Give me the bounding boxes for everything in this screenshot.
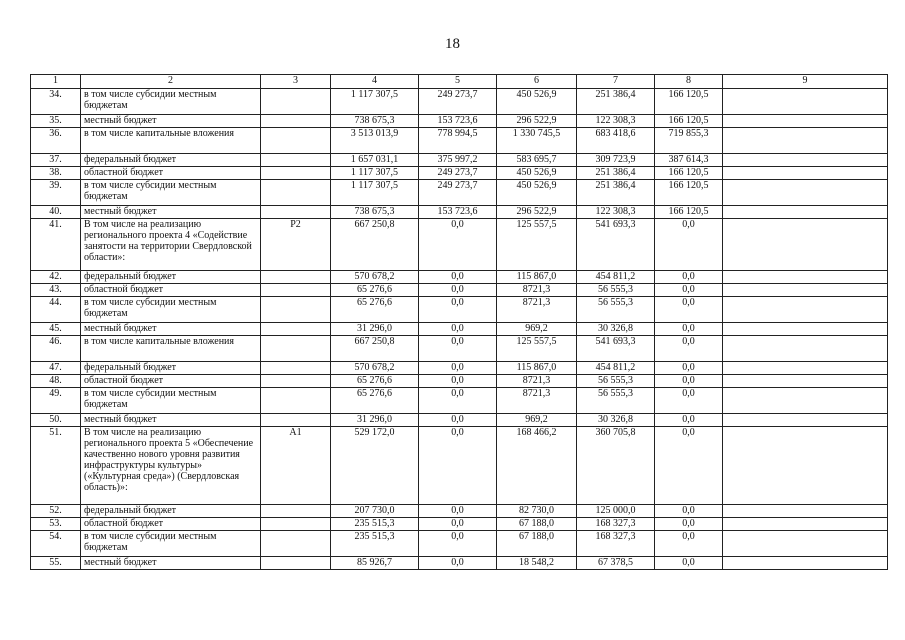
table-cell-name: областной бюджет xyxy=(81,518,261,531)
table-cell-v5: 0,0 xyxy=(419,427,497,505)
table-cell-code xyxy=(261,180,331,206)
table-cell-v7: 56 555,3 xyxy=(577,297,655,323)
table-cell-v9 xyxy=(723,167,888,180)
table-cell-v5: 0,0 xyxy=(419,505,497,518)
table-cell-v6: 8721,3 xyxy=(497,284,577,297)
table-cell-v6: 115 867,0 xyxy=(497,362,577,375)
column-header: 9 xyxy=(723,75,888,89)
table-row xyxy=(31,362,888,375)
table-cell-name: областной бюджет xyxy=(81,284,261,297)
table-cell-name: федеральный бюджет xyxy=(81,362,261,375)
table-cell-v4: 529 172,0 xyxy=(331,427,419,505)
table-cell-v9 xyxy=(723,362,888,375)
table-cell-v9 xyxy=(723,271,888,284)
table-cell-v9 xyxy=(723,297,888,323)
table-cell-v6: 8721,3 xyxy=(497,375,577,388)
table-cell-code xyxy=(261,362,331,375)
table-cell-v8: 0,0 xyxy=(655,505,723,518)
table-cell-v9 xyxy=(723,427,888,505)
table-cell-name: в том числе субсидии местным бюджетам xyxy=(81,180,261,206)
table-cell-v5: 0,0 xyxy=(419,388,497,414)
table-cell-n: 47. xyxy=(31,362,81,375)
table-cell-v5: 0,0 xyxy=(419,284,497,297)
table-cell-v7: 251 386,4 xyxy=(577,167,655,180)
table-cell-v7: 125 000,0 xyxy=(577,505,655,518)
table-row xyxy=(31,271,888,284)
table-cell-v8: 0,0 xyxy=(655,219,723,271)
table-cell-v9 xyxy=(723,336,888,362)
table-cell-v6: 296 522,9 xyxy=(497,115,577,128)
table-cell-v6: 67 188,0 xyxy=(497,518,577,531)
table-cell-v8: 0,0 xyxy=(655,362,723,375)
table-cell-v7: 683 418,6 xyxy=(577,128,655,154)
table-cell-code xyxy=(261,89,331,115)
table-cell-v8: 166 120,5 xyxy=(655,115,723,128)
table-cell-code xyxy=(261,297,331,323)
table-cell-code xyxy=(261,154,331,167)
table-cell-v8: 0,0 xyxy=(655,414,723,427)
table-cell-v6: 969,2 xyxy=(497,323,577,336)
table-cell-v6: 969,2 xyxy=(497,414,577,427)
table-cell-v6: 450 526,9 xyxy=(497,180,577,206)
table-row xyxy=(31,323,888,336)
table-cell-v6: 168 466,2 xyxy=(497,427,577,505)
table-cell-v6: 8721,3 xyxy=(497,297,577,323)
table-cell-code xyxy=(261,518,331,531)
table-cell-n: 51. xyxy=(31,427,81,505)
column-header: 2 xyxy=(81,75,261,89)
table-cell-name: в том числе субсидии местным бюджетам xyxy=(81,297,261,323)
table-cell-n: 48. xyxy=(31,375,81,388)
table-cell-code xyxy=(261,531,331,557)
table-cell-v4: 738 675,3 xyxy=(331,206,419,219)
table-cell-v5: 0,0 xyxy=(419,531,497,557)
table-cell-v7: 56 555,3 xyxy=(577,388,655,414)
table-cell-code xyxy=(261,323,331,336)
table-cell-code: А1 xyxy=(261,427,331,505)
column-header: 5 xyxy=(419,75,497,89)
column-header: 1 xyxy=(31,75,81,89)
table-cell-v4: 235 515,3 xyxy=(331,518,419,531)
table-row xyxy=(31,115,888,128)
column-header: 7 xyxy=(577,75,655,89)
table-cell-v5: 778 994,5 xyxy=(419,128,497,154)
table-row xyxy=(31,336,888,362)
table-cell-v6: 18 548,2 xyxy=(497,557,577,570)
table-cell-v5: 0,0 xyxy=(419,375,497,388)
table-cell-n: 44. xyxy=(31,297,81,323)
table-cell-code xyxy=(261,284,331,297)
table-cell-v8: 387 614,3 xyxy=(655,154,723,167)
table-cell-v9 xyxy=(723,518,888,531)
table-cell-n: 40. xyxy=(31,206,81,219)
table-cell-v8: 0,0 xyxy=(655,297,723,323)
table-cell-v5: 0,0 xyxy=(419,271,497,284)
table-cell-code xyxy=(261,388,331,414)
table-cell-v5: 0,0 xyxy=(419,323,497,336)
table-cell-v9 xyxy=(723,180,888,206)
table-cell-name: федеральный бюджет xyxy=(81,505,261,518)
table-cell-n: 35. xyxy=(31,115,81,128)
table-cell-n: 39. xyxy=(31,180,81,206)
table-cell-v7: 454 811,2 xyxy=(577,362,655,375)
table-row xyxy=(31,284,888,297)
table-cell-n: 55. xyxy=(31,557,81,570)
table-cell-v9 xyxy=(723,219,888,271)
table-cell-v4: 65 276,6 xyxy=(331,388,419,414)
table-cell-v5: 153 723,6 xyxy=(419,115,497,128)
table-cell-v7: 454 811,2 xyxy=(577,271,655,284)
table-cell-code xyxy=(261,115,331,128)
table-cell-v7: 168 327,3 xyxy=(577,518,655,531)
table-body xyxy=(31,89,888,570)
table-cell-v5: 153 723,6 xyxy=(419,206,497,219)
table-cell-v4: 570 678,2 xyxy=(331,362,419,375)
table-cell-v6: 115 867,0 xyxy=(497,271,577,284)
table-cell-name: в том числе капитальные вложения xyxy=(81,336,261,362)
table-cell-name: областной бюджет xyxy=(81,167,261,180)
table-cell-code xyxy=(261,336,331,362)
table-cell-name: в том числе капитальные вложения xyxy=(81,128,261,154)
table-row xyxy=(31,219,888,271)
table-cell-v6: 296 522,9 xyxy=(497,206,577,219)
table-cell-name: местный бюджет xyxy=(81,557,261,570)
table-cell-name: В том числе на реализацию регионального проекта 5 «Обеспечение качественно нового уровня развития инфраструктуры культуры» («Культурная среда») (Свердловская область)»: xyxy=(81,427,261,505)
table-cell-v8: 0,0 xyxy=(655,323,723,336)
table-cell-v8: 719 855,3 xyxy=(655,128,723,154)
table-cell-v7: 251 386,4 xyxy=(577,180,655,206)
table-row xyxy=(31,518,888,531)
table-cell-v4: 738 675,3 xyxy=(331,115,419,128)
table-cell-v6: 1 330 745,5 xyxy=(497,128,577,154)
table-cell-v9 xyxy=(723,323,888,336)
table-cell-v7: 30 326,8 xyxy=(577,323,655,336)
table-cell-n: 54. xyxy=(31,531,81,557)
table-cell-v9 xyxy=(723,388,888,414)
table-cell-v8: 0,0 xyxy=(655,531,723,557)
table-cell-v6: 125 557,5 xyxy=(497,219,577,271)
table-row xyxy=(31,388,888,414)
table-row xyxy=(31,206,888,219)
column-header: 3 xyxy=(261,75,331,89)
table-cell-v6: 125 557,5 xyxy=(497,336,577,362)
table-cell-v4: 570 678,2 xyxy=(331,271,419,284)
table-cell-code xyxy=(261,414,331,427)
table-cell-code xyxy=(261,375,331,388)
table-cell-v4: 1 117 307,5 xyxy=(331,180,419,206)
table-cell-v9 xyxy=(723,557,888,570)
table-cell-v8: 0,0 xyxy=(655,518,723,531)
table-cell-v4: 667 250,8 xyxy=(331,336,419,362)
table-cell-name: местный бюджет xyxy=(81,206,261,219)
table-cell-v5: 0,0 xyxy=(419,336,497,362)
table-cell-v5: 375 997,2 xyxy=(419,154,497,167)
budget-table xyxy=(30,74,888,570)
table-cell-v4: 85 926,7 xyxy=(331,557,419,570)
table-cell-n: 42. xyxy=(31,271,81,284)
table-cell-v5: 249 273,7 xyxy=(419,180,497,206)
table-cell-v8: 166 120,5 xyxy=(655,206,723,219)
table-cell-v5: 0,0 xyxy=(419,297,497,323)
table-cell-name: в том числе субсидии местным бюджетам xyxy=(81,89,261,115)
table-cell-v6: 450 526,9 xyxy=(497,89,577,115)
table-cell-v4: 667 250,8 xyxy=(331,219,419,271)
table-cell-v7: 122 308,3 xyxy=(577,206,655,219)
table-row xyxy=(31,414,888,427)
table-cell-v8: 0,0 xyxy=(655,271,723,284)
table-cell-name: местный бюджет xyxy=(81,323,261,336)
table-cell-v4: 207 730,0 xyxy=(331,505,419,518)
table-cell-code xyxy=(261,271,331,284)
table-header-row xyxy=(31,75,888,89)
table-cell-code: Р2 xyxy=(261,219,331,271)
table-cell-v5: 0,0 xyxy=(419,414,497,427)
table-cell-v8: 0,0 xyxy=(655,557,723,570)
table-cell-v6: 450 526,9 xyxy=(497,167,577,180)
table-cell-v4: 31 296,0 xyxy=(331,323,419,336)
column-header: 8 xyxy=(655,75,723,89)
table-cell-v8: 166 120,5 xyxy=(655,167,723,180)
column-header: 4 xyxy=(331,75,419,89)
table-cell-v9 xyxy=(723,531,888,557)
table-cell-v9 xyxy=(723,154,888,167)
table-cell-v4: 65 276,6 xyxy=(331,284,419,297)
table-cell-v4: 31 296,0 xyxy=(331,414,419,427)
table-cell-v6: 67 188,0 xyxy=(497,531,577,557)
table-cell-n: 43. xyxy=(31,284,81,297)
column-header: 6 xyxy=(497,75,577,89)
table-cell-v8: 0,0 xyxy=(655,375,723,388)
table-cell-n: 52. xyxy=(31,505,81,518)
table-cell-name: местный бюджет xyxy=(81,414,261,427)
table-cell-v7: 360 705,8 xyxy=(577,427,655,505)
table-cell-v9 xyxy=(723,414,888,427)
table-cell-v8: 166 120,5 xyxy=(655,89,723,115)
table-cell-v4: 235 515,3 xyxy=(331,531,419,557)
table-cell-v8: 166 120,5 xyxy=(655,180,723,206)
table-cell-v5: 249 273,7 xyxy=(419,89,497,115)
table-cell-v9 xyxy=(723,128,888,154)
table-cell-name: федеральный бюджет xyxy=(81,154,261,167)
table-cell-n: 38. xyxy=(31,167,81,180)
table-cell-v5: 0,0 xyxy=(419,557,497,570)
table-cell-name: федеральный бюджет xyxy=(81,271,261,284)
table-row xyxy=(31,154,888,167)
table-row xyxy=(31,128,888,154)
table-row xyxy=(31,167,888,180)
table-cell-v7: 541 693,3 xyxy=(577,219,655,271)
page-number: 18 xyxy=(445,36,460,52)
table-cell-v7: 541 693,3 xyxy=(577,336,655,362)
table-cell-v4: 3 513 013,9 xyxy=(331,128,419,154)
table-row xyxy=(31,531,888,557)
table-cell-v8: 0,0 xyxy=(655,284,723,297)
table-cell-v7: 67 378,5 xyxy=(577,557,655,570)
table-cell-v9 xyxy=(723,115,888,128)
table-cell-code xyxy=(261,206,331,219)
table-cell-v9 xyxy=(723,284,888,297)
table-cell-v6: 82 730,0 xyxy=(497,505,577,518)
table-cell-v5: 249 273,7 xyxy=(419,167,497,180)
table-row xyxy=(31,89,888,115)
table-row xyxy=(31,505,888,518)
table-cell-v7: 168 327,3 xyxy=(577,531,655,557)
table-cell-v6: 8721,3 xyxy=(497,388,577,414)
table-cell-code xyxy=(261,505,331,518)
table-cell-v7: 56 555,3 xyxy=(577,375,655,388)
table-cell-name: в том числе субсидии местным бюджетам xyxy=(81,388,261,414)
table-cell-n: 41. xyxy=(31,219,81,271)
table-cell-n: 53. xyxy=(31,518,81,531)
table-cell-n: 34. xyxy=(31,89,81,115)
table-cell-name: местный бюджет xyxy=(81,115,261,128)
table-cell-v9 xyxy=(723,505,888,518)
table-cell-v7: 309 723,9 xyxy=(577,154,655,167)
table-cell-n: 36. xyxy=(31,128,81,154)
table-cell-v7: 122 308,3 xyxy=(577,115,655,128)
table-cell-v6: 583 695,7 xyxy=(497,154,577,167)
table-cell-v4: 1 117 307,5 xyxy=(331,89,419,115)
table-cell-v4: 1 117 307,5 xyxy=(331,167,419,180)
table-cell-v5: 0,0 xyxy=(419,362,497,375)
table-cell-v5: 0,0 xyxy=(419,518,497,531)
table-cell-v5: 0,0 xyxy=(419,219,497,271)
table-cell-n: 49. xyxy=(31,388,81,414)
table-cell-v7: 30 326,8 xyxy=(577,414,655,427)
table-cell-v4: 1 657 031,1 xyxy=(331,154,419,167)
table-cell-n: 46. xyxy=(31,336,81,362)
table-cell-v9 xyxy=(723,375,888,388)
table-cell-v4: 65 276,6 xyxy=(331,297,419,323)
table-cell-code xyxy=(261,128,331,154)
table-row xyxy=(31,557,888,570)
table-row xyxy=(31,427,888,505)
table-cell-v8: 0,0 xyxy=(655,388,723,414)
table-row xyxy=(31,375,888,388)
table-cell-code xyxy=(261,557,331,570)
table-row xyxy=(31,297,888,323)
table-cell-n: 45. xyxy=(31,323,81,336)
table-cell-name: в том числе субсидии местным бюджетам xyxy=(81,531,261,557)
table-cell-v8: 0,0 xyxy=(655,336,723,362)
table-cell-code xyxy=(261,167,331,180)
table-cell-v9 xyxy=(723,206,888,219)
table-cell-n: 50. xyxy=(31,414,81,427)
table-row xyxy=(31,180,888,206)
table-cell-v4: 65 276,6 xyxy=(331,375,419,388)
table-cell-n: 37. xyxy=(31,154,81,167)
table-cell-v7: 56 555,3 xyxy=(577,284,655,297)
table-cell-v9 xyxy=(723,89,888,115)
table-cell-v8: 0,0 xyxy=(655,427,723,505)
table-cell-name: В том числе на реализацию регионального проекта 4 «Содействие занятости на территории Свердловской области»: xyxy=(81,219,261,271)
table-cell-name: областной бюджет xyxy=(81,375,261,388)
table-cell-v7: 251 386,4 xyxy=(577,89,655,115)
